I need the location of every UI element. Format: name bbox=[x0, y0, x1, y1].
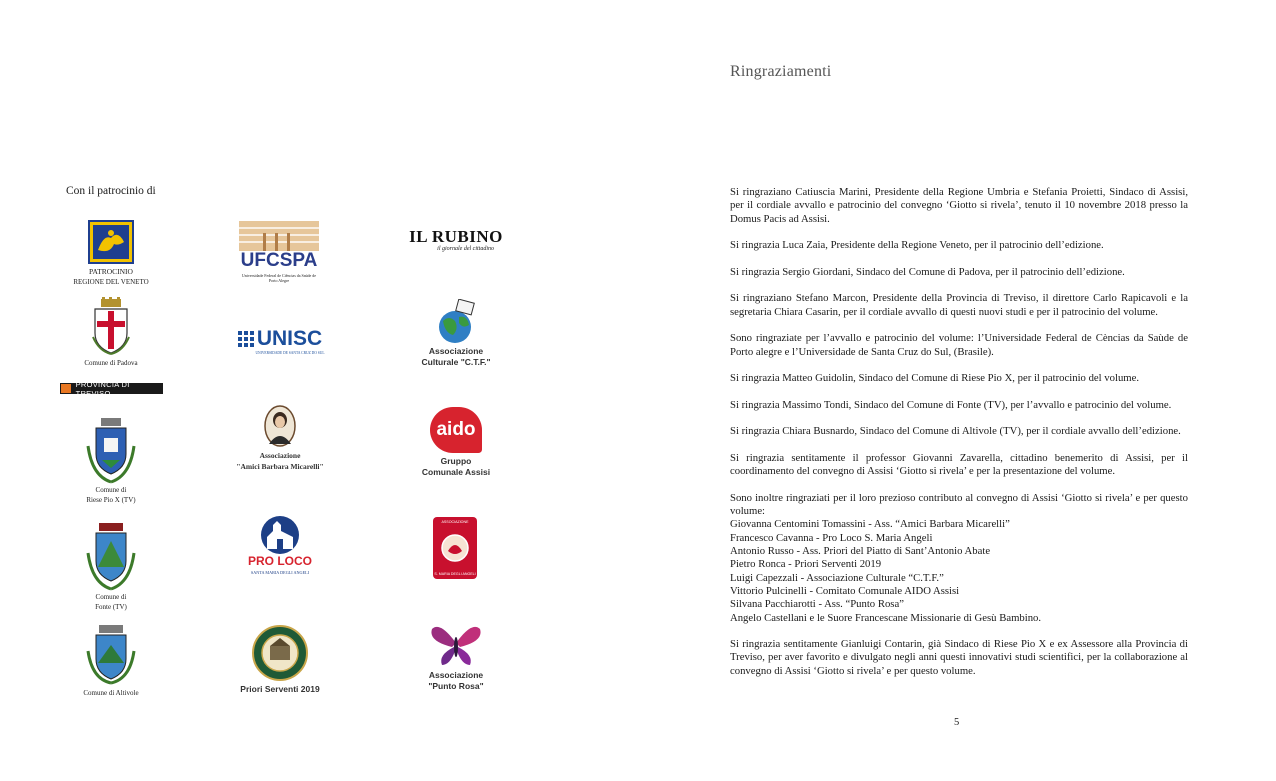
paragraph: Si ringrazia Luca Zaia, Presidente della Regione Veneto, per il patrocinio dell’edizione. bbox=[730, 239, 1104, 252]
logo-priori-serventi: Priori Serventi 2019 bbox=[238, 624, 322, 694]
proloco-church-icon bbox=[255, 515, 305, 555]
logo-comune-fonte: Comune di Fonte (TV) bbox=[72, 521, 150, 611]
list-item: Angelo Castellani e le Suore Francescane Missionarie di Gesù Bambino. bbox=[730, 611, 1042, 624]
paragraph: Si ringraziano Catiuscia Marini, Presidente della Regione Umbria e Stefania Proietti, Sindaco di Assisi, per il cordiale avvallo e patrocinio del convegno ‘Giotto si rivela’, tenuto il 10 novembre 2018 presso la Domus Pacis ad Assisi. bbox=[730, 186, 1188, 225]
logo-comune-riese: Comune di Riese Pio X (TV) bbox=[72, 416, 150, 504]
logo-punto-rosa: Associazione "Punto Rosa" bbox=[418, 619, 494, 691]
paragraph: Si ringrazia Sergio Giordani, Sindaco del Comune di Padova, per il patrocinio dell’edizione. bbox=[730, 265, 1125, 278]
priori-seal-icon bbox=[251, 624, 309, 682]
logo-associazione-ctf: Associazione Culturale "C.T.F." bbox=[418, 299, 494, 367]
treviso-flag-icon bbox=[61, 384, 71, 393]
logo-comune-padova: Comune di Padova bbox=[72, 297, 150, 367]
list-item: Vittorio Pulcinelli - Comitato Comunale AIDO Assisi bbox=[730, 584, 960, 597]
ufcspa-building-icon bbox=[239, 221, 319, 251]
list-item: Francesco Cavanna - Pro Loco S. Maria Angeli bbox=[730, 531, 933, 544]
globe-icon bbox=[435, 299, 477, 345]
contributors-intro: Sono inoltre ringraziati per il loro prezioso contributo al convegno di Assisi ‘Giotto si rivela’ e per questo volume: bbox=[730, 491, 1188, 518]
page-title: Ringraziamenti bbox=[730, 63, 832, 80]
logo-aido-assisi: aido Gruppo Comunale Assisi bbox=[418, 407, 494, 477]
list-item: Giovanna Centomini Tomassini - Ass. “Amici Barbara Micarelli” bbox=[730, 518, 1010, 531]
paragraph: Si ringraziano Stefano Marcon, Presidente della Provincia di Treviso, il direttore Carlo Rapicavoli e la segretaria Chiara Casarin, per il cordiale avvallo di questi nuovi studi e per il patrocinio del volume. bbox=[730, 292, 1188, 318]
veneto-lion-icon bbox=[88, 220, 134, 264]
piatto-plate-icon bbox=[440, 533, 470, 563]
paragraph: Si ringrazia Matteo Guidolin, Sindaco del Comune di Riese Pio X, per il patrocinio del volume. bbox=[730, 372, 1140, 385]
padova-crest-icon bbox=[91, 297, 131, 355]
paragraph: Si ringrazia Chiara Busnardo, Sindaco del Comune di Altivole (TV), per il cordiale avvallo dell’edizione. bbox=[730, 425, 1181, 438]
list-item: Silvana Pacchiarotti - Ass. “Punto Rosa” bbox=[730, 598, 904, 611]
page-number: 5 bbox=[954, 717, 960, 728]
butterfly-icon bbox=[426, 619, 486, 669]
riese-crest-icon bbox=[84, 416, 138, 484]
patronage-heading: Con il patrocinio di bbox=[66, 185, 156, 197]
logo-regione-veneto: PATROCINIO REGIONE DEL VENETO bbox=[72, 220, 150, 286]
altivole-crest-icon bbox=[84, 623, 138, 685]
unisc-grid-icon bbox=[238, 331, 256, 347]
portrait-medallion-icon bbox=[263, 404, 297, 448]
logo-comune-altivole: Comune di Altivole bbox=[72, 623, 150, 697]
contributor-list bbox=[730, 518, 1188, 624]
list-item: Antonio Russo - Ass. Priori del Piatto di Sant’Antonio Abate bbox=[730, 545, 991, 558]
logo-pro-loco: PRO LOCO SANTA MARIA DEGLI ANGELI bbox=[244, 515, 316, 575]
logo-ufcspa: UFCSPA Universidade Federal de Ciências da Saúde de Porto Alegre bbox=[236, 221, 322, 283]
logo-unisc: UNISC UNIVERSIDADE DE SANTA CRUZ DO SUL bbox=[232, 329, 328, 355]
paragraph: Si ringrazia Massimo Tondi, Sindaco del Comune di Fonte (TV), per l’avvallo e patrocinio del volume. bbox=[730, 398, 1172, 411]
fonte-crest-icon bbox=[84, 521, 138, 591]
paragraph: Si ringrazia sentitamente il professor Giovanni Zavarella, cittadino benemerito di Assisi, per il coordinamento del convegno di Assisi ‘Giotto si rivela’ e per la presentazione del volume. bbox=[730, 451, 1188, 478]
list-item: Luigi Capezzali - Associazione Culturale “C.T.F.” bbox=[730, 571, 944, 584]
paragraph: Sono ringraziate per l’avvallo e patrocinio del volume: l’Universidade Federal de Cèncias da Saùde de Porto alegre e l’Universidade de Santa Cruz do Sul, (Brasile). bbox=[730, 332, 1188, 358]
logo-amici-barbara-micarelli: Associazione "Amici Barbara Micarelli" bbox=[226, 404, 334, 471]
acknowledgements-body bbox=[730, 186, 1188, 691]
logo-il-rubino: IL RUBINO il giornale del cittadino bbox=[409, 227, 503, 252]
closing-paragraph: Si ringrazia sentitamente Gianluigi Contarin, già Sindaco di Riese Pio X e ex Assessore alla Provincia di Treviso, per aver favorito e divulgato negli anni questi innovativi studi scientifici, per la collaborazione al convegno di Assisi ‘Giotto si rivela’ e per questo volume. bbox=[730, 638, 1188, 677]
list-item: Pietro Ronca - Priori Serventi 2019 bbox=[730, 558, 882, 571]
logo-priori-piatto: ASSOCIAZIONE S. MARIA DEGLI ANGELI bbox=[433, 517, 477, 579]
aido-badge-icon: aido bbox=[430, 407, 482, 453]
logo-provincia-treviso: PROVINCIA DI TREVISO bbox=[60, 383, 163, 394]
